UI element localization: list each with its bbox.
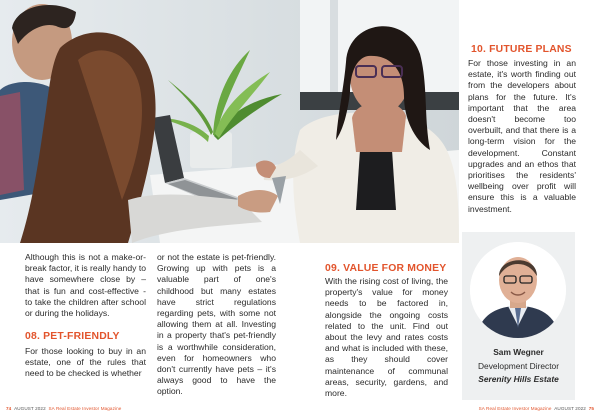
value-for-money-heading: 09. VALUE FOR MONEY <box>325 263 447 274</box>
hero-photo <box>0 0 459 243</box>
footer-right <box>479 406 594 411</box>
issue-date-left: AUGUST 2022 <box>14 406 46 411</box>
keys-handover-illustration <box>0 0 459 243</box>
pet-friendly-text-continued: or not the estate is pet-friendly. Growing up with pets is a valuable part of one's childhood but many estates have strict regulations regarding pets, with some not allowing them at all. Investing in a property that's pet-friendly is a worthwhile consideration, even for homeowners who don't currently have pets – it's always good to have the option. <box>157 252 276 397</box>
magazine-name-right: SA Real Estate Investor Magazine <box>478 406 552 411</box>
issue-date-right: AUGUST 2022 <box>554 406 586 411</box>
page-number-left: 74 <box>6 406 12 411</box>
page-number-right: 75 <box>588 406 594 411</box>
future-plans-heading: 10. FUTURE PLANS <box>471 44 572 55</box>
pet-friendly-heading: 08. PET-FRIENDLY <box>25 331 120 342</box>
profile-name: Sam Wegner <box>493 347 544 357</box>
pet-friendly-text-start: For those looking to buy in an estate, one of the rules that need to be checked is whether <box>25 346 146 379</box>
value-for-money-text: With the rising cost of living, the property's value for money needs to be factored in, alongside the ongoing costs related to the unit. Find out about the levy and rates costs and what is included with these, as they should cover maintenance of communal areas, security, gardens, and more. <box>325 276 448 399</box>
profile-card <box>462 232 575 400</box>
portrait-illustration <box>470 242 566 338</box>
magazine-name-left: SA Real Estate Investor Magazine <box>48 406 122 411</box>
intro-text: Although this is not a make-or-break factor, it is really handy to have somewhere close by – that is fun and cost-effective - to take the children after school or during the holidays. <box>25 252 146 319</box>
footer-left <box>6 406 121 411</box>
profile-company: Serenity Hills Estate <box>478 374 559 384</box>
future-plans-text: For those investing in an estate, it's worth finding out from the developers about plans for the future. It's important that the area doesn't become too overbuilt, and that there is a long-term vision for the development. Constant upgrades and an ethos that prioritises the residents' wellbeing over profit will ensure this is a valuable investment. <box>468 58 576 214</box>
avatar <box>470 242 566 338</box>
profile-role: Development Director <box>478 361 559 371</box>
